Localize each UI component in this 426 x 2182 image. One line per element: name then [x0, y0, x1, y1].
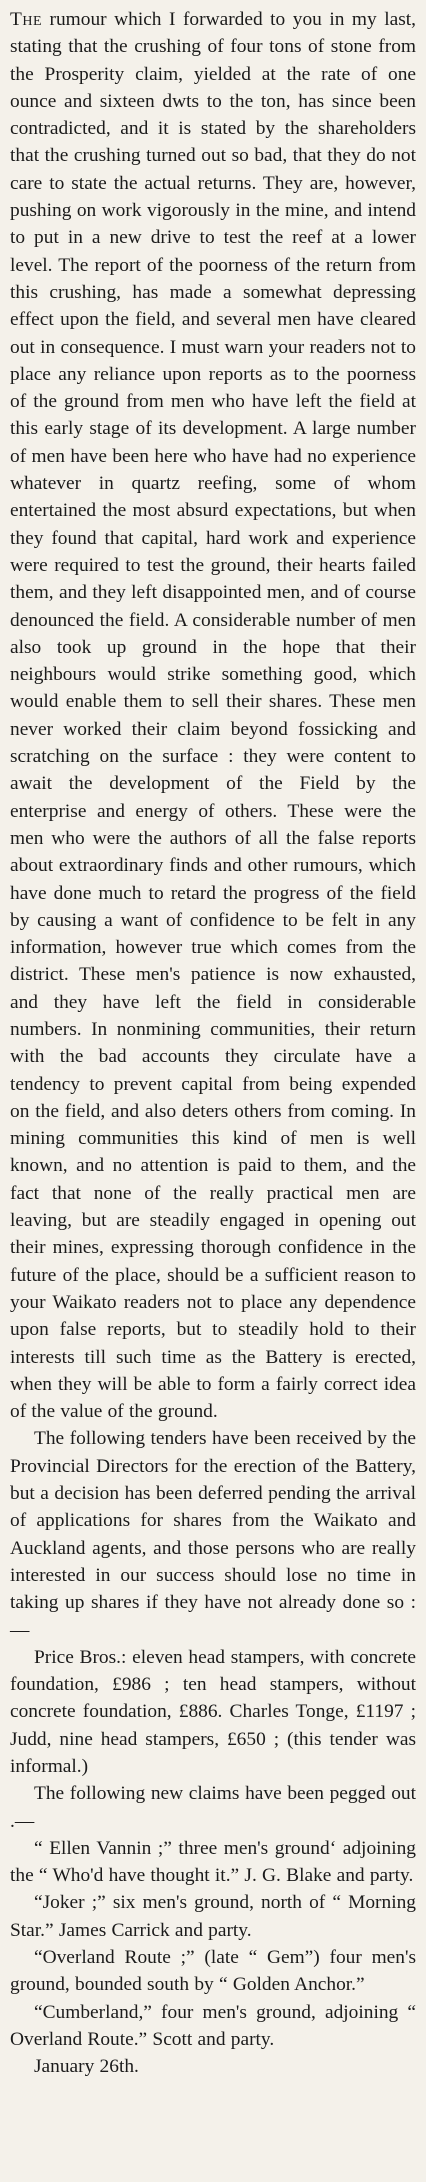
- article-paragraph-tender-list: Price Bros.: eleven head stampers, with concrete foundation, £986 ; ten head stampers, without concrete foundation, £886. Charles Tonge, £1197 ; Judd, nine head stampers, £650 ; (this tender was informal.): [10, 1646, 416, 1777]
- claim-entry: “Joker ;” six men's ground, north of “ Morning Star.” James Carrick and party.: [10, 1892, 416, 1941]
- article-paragraph-1: [10, 6, 416, 1425]
- claim-entry: “Overland Route ;” (late “ Gem”) four men's ground, bounded south by “ Golden Anchor.”: [10, 1947, 416, 1996]
- article-paragraph-claims-intro: The following new claims have been pegged out .—: [10, 1783, 416, 1832]
- claim-entry: “ Ellen Vannin ;” three men's ground‘ adjoining the “ Who'd have thought it.” J. G. Blake and party.: [10, 1837, 416, 1887]
- article-paragraph-tenders: The following tenders have been received by the Provincial Directors for the erection of the Battery, but a decision has been deferred pending the arrival of applications for shares from the Waikato and Auckland agents, and those persons who are really interested in our success should lose no time in taking up shares if they have not already done so :—: [10, 1428, 416, 1641]
- dateline: January 26th.: [34, 2056, 139, 2078]
- claim-entry: “Cumberland,” four men's ground, adjoining “ Overland Route.” Scott and party.: [10, 2001, 416, 2050]
- paragraph-text: rumour which I forwarded to you in my last, stating that the crushing of four tons of stone from the Prosperity claim, yielded at the rate of one ounce and sixteen dwts to the ton, has since been contradicted, and it is stated by the shareholders that the crushing turned out so bad, that they do not care to state the actual returns. They are, however, pushing on work vigorously in the mine, and intend to put in a new drive to test the reef at a lower level. The report of the poorness of the return from this crushing, has made a somewhat depressing effect upon the field, and several men have cleared out in consequence. I must warn your readers not to place any reliance upon reports as to the poorness of the ground from men who have left the field at this early stage of its development. A large number of men have been here who have had no experience whatever in quartz reefing, some of whom entertained the most absurd expectations, but when they found that capital, hard work and experience were required to test the ground, their hearts failed them, and they left disappointed men, and of course denounced the field. A considerable number of men also took up ground in the hope that their neighbours would strike something good, which would enable them to sell their shares. These men never worked their claim beyond fossicking and scratching on the surface : they were content to await the development of the Field by the enterprise and energy of others. These were the men who were the authors of all the false reports about extraordinary finds and other rumours, which have done much to retard the progress of the field by causing a want of confidence to be felt in any information, however true which comes from the district. These men's patience is now exhausted, and they have left the field in considerable numbers. In nonmining communities, their return with the bad accounts they circulate have a tendency to prevent capital from being expended on the field, and also deters others from coming. In mining communities this kind of men is well known, and no attention is paid to them, and the fact that none of the really practical men are leaving, but are steadily engaged in opening out their mines, expressing thorough confidence in the future of the place, should be a sufficient reason to your Waikato readers not to place any dependence upon false reports, but to steadily hold to their interests till such time as the Battery is erected, when they will be able to form a fairly correct idea of the value of the ground.: [10, 9, 416, 1423]
- lead-word: The: [10, 9, 43, 30]
